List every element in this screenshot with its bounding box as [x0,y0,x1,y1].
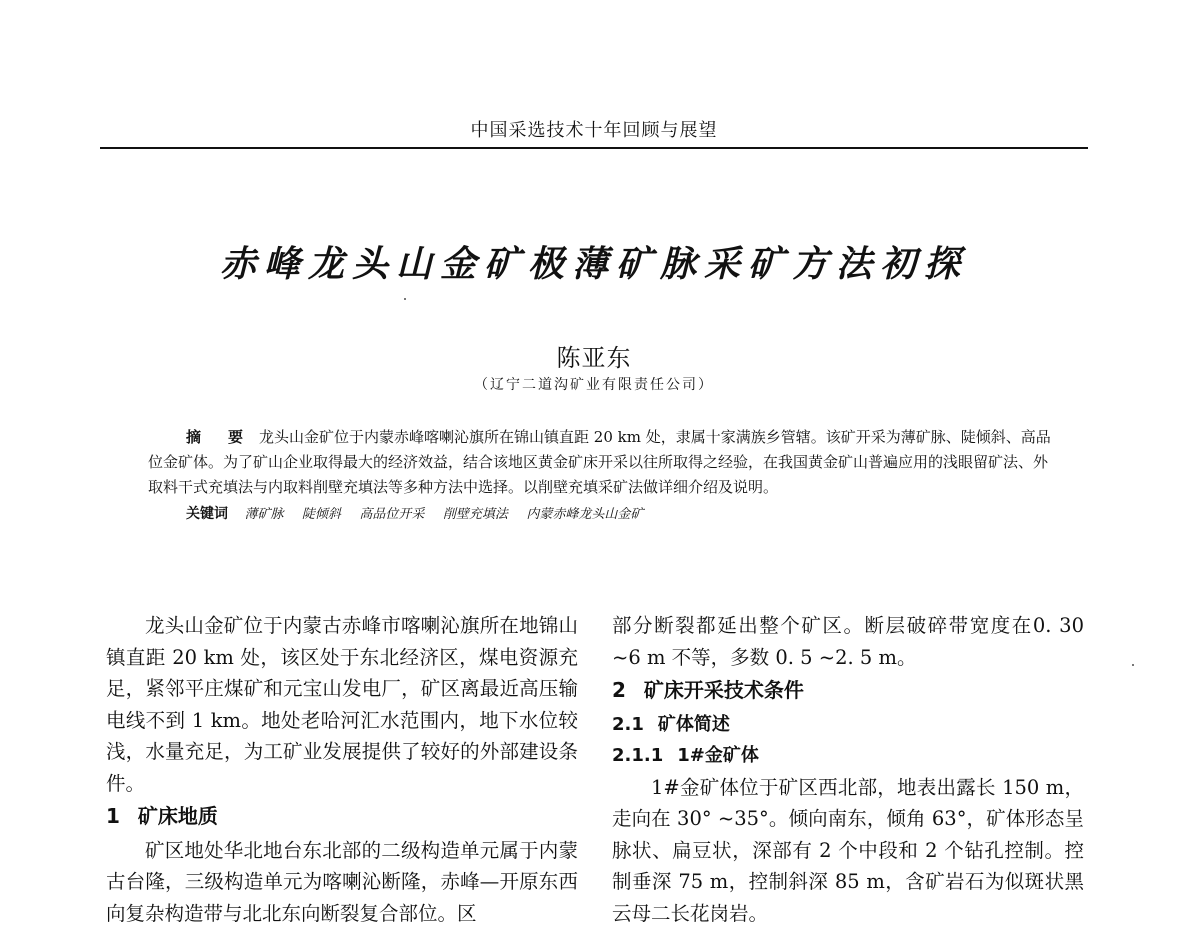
section-heading-1 [106,801,578,833]
author-name: 陈亚东 [556,344,632,372]
keyword: 内蒙赤峰龙头山金矿 [526,507,644,522]
section-heading-2 [612,675,1084,707]
keywords-line [148,500,1053,529]
scan-speck [1132,664,1134,666]
continued-paragraph: 部分断裂都延出整个矿区。断层破碎带宽度在0. 30 ~6 m 不等，多数 0. 5 ~2. 5 m。 [612,614,1084,669]
subsubsection-title: 1#金矿体 [677,745,759,766]
keyword: 薄矿脉 [244,507,284,522]
abstract-paragraph [148,425,1053,500]
header-rule [100,147,1088,149]
intro-paragraph: 龙头山金矿位于内蒙古赤峰市喀喇沁旗所在地锦山镇直距 20 km 处，该区处于东北经济区，煤电资源充足，紧邻平庄煤矿和元宝山发电厂，矿区离最近高压输电线不到 1 km。地处老哈河汇水范围内，地下水位较浅，水量充足，为工矿业发展提供了较好的外部建设条件。 [106,614,578,795]
section-1-paragraph: 矿区地处华北地台东北部的二级构造单元属于内蒙古台隆，三级构造单元为喀喇沁断隆，赤峰—开原东西向复杂构造带与北北东向断裂复合部位。区 [106,838,578,925]
abstract-label: 摘 要 [186,428,250,446]
section-number: 2 [612,678,626,702]
subsection-title: 矿体简述 [657,713,730,735]
body-column-right [612,610,1084,929]
keyword: 陡倾斜 [301,507,341,522]
subsubsection-heading-2-1-1 [612,740,1084,772]
abstract-text: 龙头山金矿位于内蒙赤峰喀喇沁旗所在锦山镇直距 20 km 处，隶属十家满族乡管辖。该矿开采为薄矿脉、陡倾斜、高品位金矿体。为了矿山企业取得最大的经济效益，结合该地区黄金矿床开采以往所取得之经验，在我国黄金矿山普遍应用的浅眼留矿法、外取料干式充填法与内取料削壁充填法等多种方法中选择。以削壁充填采矿法做详细介绍及说明。 [148,428,1051,496]
keyword: 削壁充填法 [442,507,508,522]
body-column-left [106,610,578,929]
orebody-1-paragraph: 1#金矿体位于矿区西北部，地表出露长 150 m，走向在 30° ~35°。倾向南东，倾角 63°，矿体形态呈脉状、扁豆状，深部有 2 个中段和 2 个钻孔控制。控制垂深 75 m，控制斜深 85 m，含矿岩石为似斑状黑云母二长花岗岩。 [612,775,1084,925]
subsection-heading-2-1 [612,709,1084,741]
running-header: 中国采选技术十年回顾与展望 [470,120,718,141]
section-title: 矿床开采技术条件 [643,678,804,702]
section-title: 矿床地质 [137,804,218,828]
article-title: 赤峰龙头山金矿极薄矿脉采矿方法初探 [219,243,968,285]
subsection-number: 2.1 [612,713,644,735]
keywords-label: 关键词 [186,506,228,522]
section-number: 1 [106,804,120,828]
author-affiliation: （辽宁二道沟矿业有限责任公司） [474,377,714,393]
abstract-block [148,425,1053,529]
subsubsection-number: 2.1.1 [612,745,664,766]
scan-speck [404,298,406,300]
keyword: 高品位开采 [359,507,425,522]
